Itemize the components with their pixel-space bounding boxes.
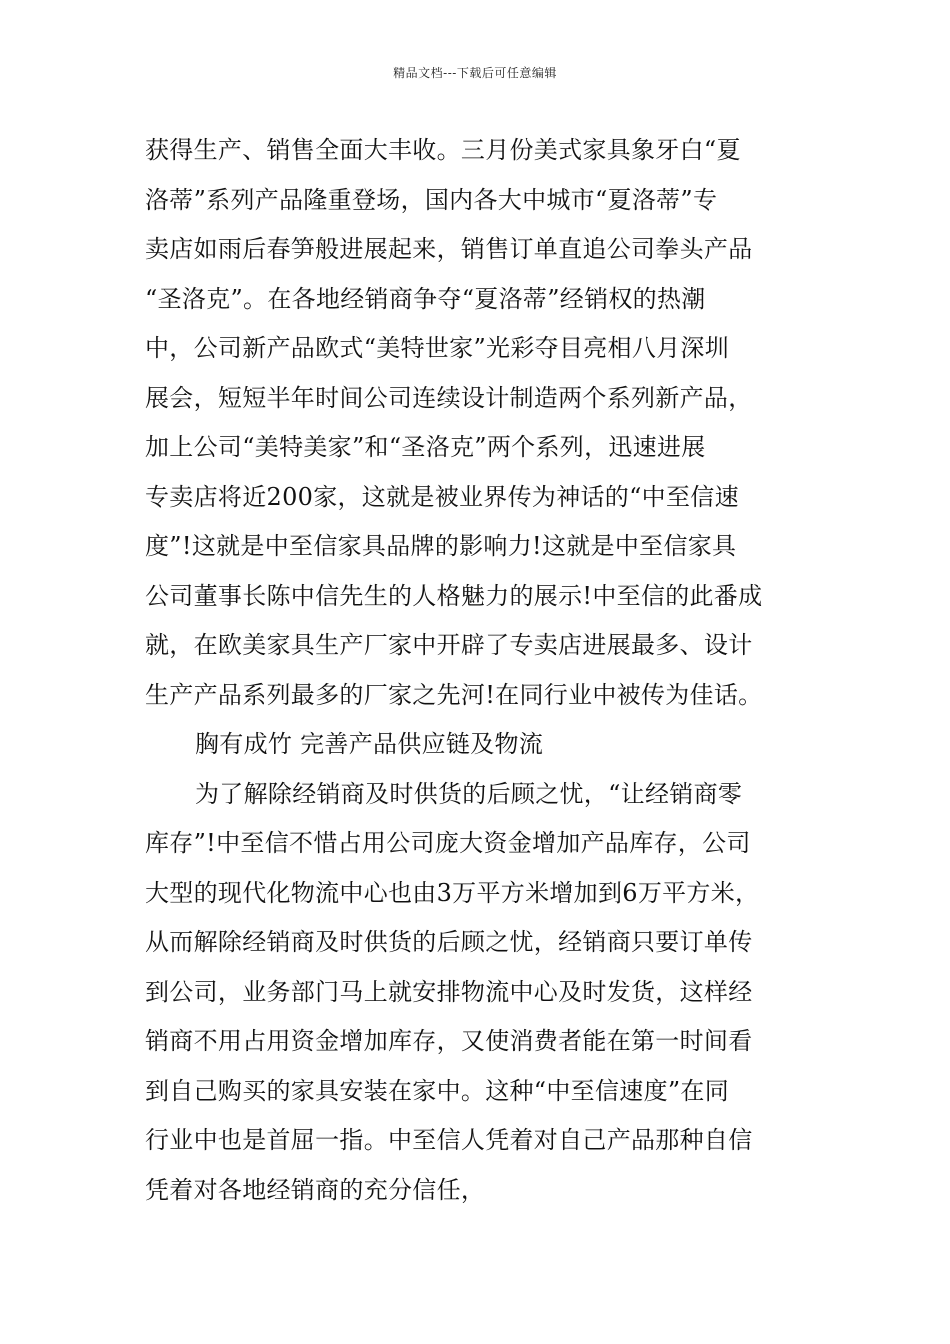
text-line: 卖店如雨后春笋般进展起来，销售订单直追公司拳头产品 bbox=[145, 235, 753, 263]
page-header: 精品文档---下载后可任意编辑 bbox=[393, 66, 557, 80]
text-line: 为了解除经销商及时供货的后顾之忧，“让经销商零 bbox=[195, 779, 743, 808]
text-line: 专卖店将近200家，这就是被业界传为神话的“中至信速 bbox=[145, 482, 739, 511]
text-line: 度”!这就是中至信家具品牌的影响力!这就是中至信家具 bbox=[145, 532, 737, 560]
text-line: 行业中也是首屈一指。中至信人凭着对自己产品那种自信 bbox=[145, 1126, 753, 1154]
text-line: 销商不用占用资金增加库存，又使消费者能在第一时间看 bbox=[145, 1027, 753, 1055]
text-line: 公司董事长陈中信先生的人格魅力的展示!中至信的此番成 bbox=[145, 581, 763, 610]
text-line: 生产产品系列最多的厂家之先河!在同行业中被传为佳话。 bbox=[145, 680, 763, 709]
text-line: 凭着对各地经销商的充分信任， bbox=[145, 1175, 486, 1204]
text-line: “圣洛克”。在各地经销商争夺“夏洛蒂”经销权的热潮 bbox=[145, 284, 706, 313]
text-line: 就，在欧美家具生产厂家中开辟了专卖店进展最多、设计 bbox=[145, 631, 753, 659]
text-line: 获得生产、销售全面大丰收。三月份美式家具象牙白“夏 bbox=[145, 136, 741, 164]
text-line: 到公司，业务部门马上就安排物流中心及时发货，这样经 bbox=[145, 977, 753, 1006]
text-line: 从而解除经销商及时供货的后顾之忧，经销商只要订单传 bbox=[145, 928, 753, 956]
text-line: 中，公司新产品欧式“美特世家”光彩夺目亮相八月深圳 bbox=[145, 334, 730, 362]
section-heading: 胸有成竹 完善产品供应链及物流 bbox=[195, 730, 544, 758]
text-line: 库存”!中至信不惜占用公司庞大资金增加产品库存，公司 bbox=[145, 829, 751, 857]
document-body bbox=[145, 126, 807, 1215]
text-line: 展会，短短半年时间公司连续设计制造两个系列新产品， bbox=[145, 383, 753, 412]
text-line: 到自己购买的家具安装在家中。这种“中至信速度”在同 bbox=[145, 1076, 730, 1105]
text-line: 加上公司“美特美家”和“圣洛克”两个系列，迅速进展 bbox=[145, 433, 706, 461]
text-line: 洛蒂”系列产品隆重登场，国内各大中城市“夏洛蒂”专 bbox=[145, 185, 718, 214]
text-line: 大型的现代化物流中心也由3万平方米增加到6万平方米， bbox=[145, 878, 760, 907]
